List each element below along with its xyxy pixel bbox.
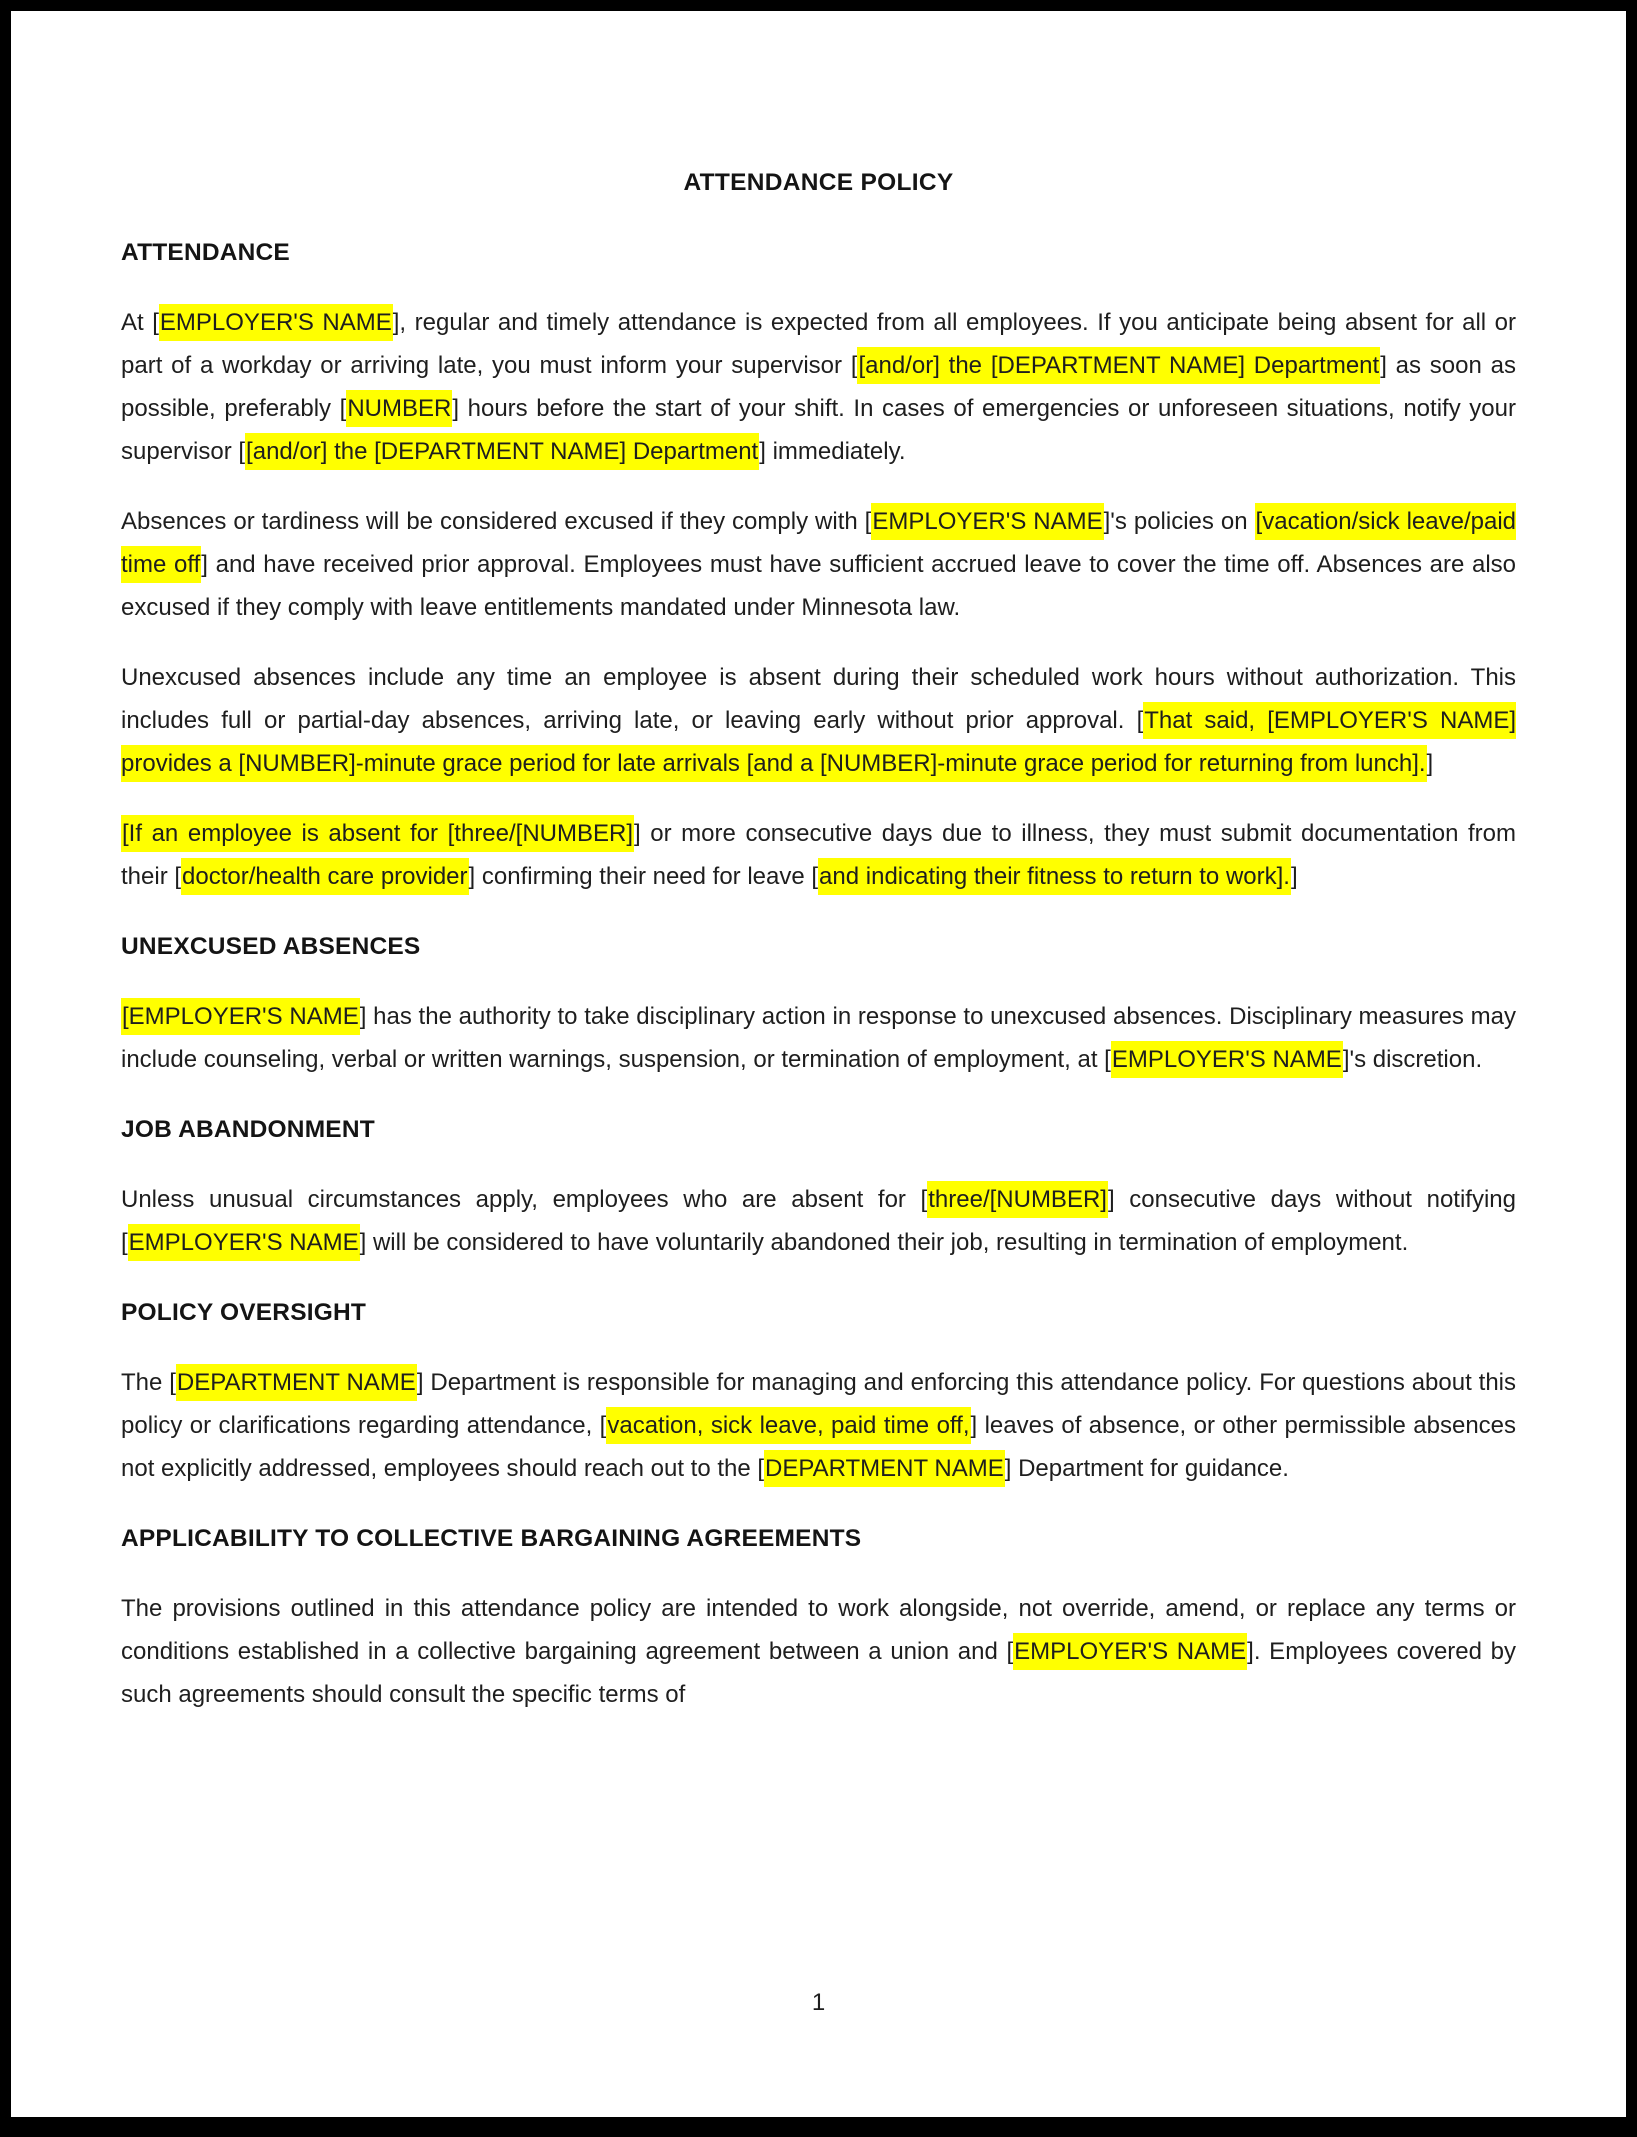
highlighted-placeholder: [vacation/sick leave/paid time off bbox=[121, 503, 1516, 583]
highlighted-placeholder: three/[NUMBER] bbox=[927, 1181, 1108, 1218]
text-run: Unless unusual circumstances apply, employees who are absent for [ bbox=[121, 1186, 928, 1213]
highlighted-placeholder: NUMBER bbox=[346, 390, 452, 427]
policy-section bbox=[121, 1291, 1516, 1490]
text-run: The [ bbox=[121, 1369, 176, 1396]
paragraph bbox=[121, 1178, 1516, 1264]
text-run: ] or more consecutive days due to illness, they must submit documentation from their [ bbox=[121, 820, 1516, 890]
text-run: ], regular and timely attendance is expected from all employees. If you anticipate being absent for all or part of a workday or arriving late, you must inform your supervisor [ bbox=[121, 309, 1517, 379]
section-heading: ATTENDANCE bbox=[121, 239, 290, 266]
sections-container bbox=[121, 231, 1516, 1716]
highlighted-placeholder: doctor/health care provider bbox=[181, 858, 469, 895]
paragraph bbox=[121, 656, 1516, 785]
text-run: ] immediately. bbox=[759, 438, 906, 465]
paragraph bbox=[121, 812, 1516, 898]
highlighted-placeholder: DEPARTMENT NAME bbox=[176, 1364, 417, 1401]
policy-section bbox=[121, 1517, 1516, 1716]
text-run: ]'s policies on bbox=[1103, 508, 1255, 535]
text-run: ]. Employees covered by such agreements should consult the specific terms of bbox=[121, 1638, 1517, 1708]
text-run: The provisions outlined in this attendance policy are intended to work alongside, not override, amend, or replace any terms or conditions established in a collective bargaining agreement between a union and [ bbox=[121, 1595, 1516, 1665]
text-run: ] Department is responsible for managing and enforcing this attendance policy. For questions about this policy or clarifications regarding attendance, [ bbox=[121, 1369, 1516, 1439]
paragraph bbox=[121, 1361, 1516, 1490]
text-run: ] consecutive days without notifying [ bbox=[121, 1186, 1516, 1256]
highlighted-placeholder: EMPLOYER'S NAME bbox=[1111, 1041, 1343, 1078]
text-run: At [ bbox=[121, 309, 159, 336]
highlighted-placeholder: EMPLOYER'S NAME bbox=[1013, 1633, 1247, 1670]
text-run: ] and have received prior approval. Employees must have sufficient accrued leave to cover the time off. Absences are also excused if they comply with leave entitlements mandated under Minnesota law. bbox=[121, 551, 1517, 621]
policy-section bbox=[121, 925, 1516, 1081]
highlighted-placeholder: That said, [EMPLOYER'S NAME] provides a [NUMBER]-minute grace period for late arrivals [and a [NUMBER]-minute grace period for returning from lunch]. bbox=[121, 702, 1516, 782]
text-run: ] bbox=[1426, 750, 1434, 777]
text-run: ] Department for guidance. bbox=[1004, 1455, 1289, 1482]
highlighted-placeholder: [If an employee is absent for [three/[NUMBER] bbox=[121, 815, 634, 852]
highlighted-placeholder: vacation, sick leave, paid time off, bbox=[606, 1407, 970, 1444]
highlighted-placeholder: DEPARTMENT NAME bbox=[764, 1450, 1005, 1487]
text-run: ] confirming their need for leave [ bbox=[468, 863, 819, 890]
highlighted-placeholder: and indicating their fitness to return to work]. bbox=[818, 858, 1291, 895]
paragraph bbox=[121, 1587, 1516, 1716]
policy-section bbox=[121, 1108, 1516, 1264]
text-run: ] hours before the start of your shift. In cases of emergencies or unforeseen situations, notify your supervisor [ bbox=[121, 395, 1516, 465]
document-content bbox=[11, 11, 1626, 1716]
document-title: ATTENDANCE POLICY bbox=[683, 169, 954, 196]
highlighted-placeholder: EMPLOYER'S NAME bbox=[128, 1224, 360, 1261]
text-run: ] leaves of absence, or other permissible absences not explicitly addressed, employees should reach out to the [ bbox=[121, 1412, 1517, 1482]
paragraph bbox=[121, 500, 1516, 629]
highlighted-placeholder: [EMPLOYER'S NAME bbox=[121, 998, 360, 1035]
text-run: Unexcused absences include any time an employee is absent during their scheduled work hours without authorization. This includes full or partial-day absences, arriving late, or leaving early without prior approval. [ bbox=[121, 664, 1516, 734]
section-heading: UNEXCUSED ABSENCES bbox=[121, 933, 421, 960]
highlighted-placeholder: [and/or] the [DEPARTMENT NAME] Department bbox=[857, 347, 1380, 384]
policy-section bbox=[121, 231, 1516, 898]
page-number: 1 bbox=[811, 1989, 826, 2016]
text-run: ] as soon as possible, preferably [ bbox=[121, 352, 1516, 422]
text-run: Absences or tardiness will be considered excused if they comply with [ bbox=[121, 508, 872, 535]
text-run: ] has the authority to take disciplinary action in response to unexcused absences. Disciplinary measures may include counseling, verbal or written warnings, suspension, or termination of employment, at [ bbox=[121, 1003, 1517, 1073]
text-run: ] will be considered to have voluntarily abandoned their job, resulting in termination of employment. bbox=[359, 1229, 1409, 1256]
highlighted-placeholder: EMPLOYER'S NAME bbox=[871, 503, 1103, 540]
paragraph bbox=[121, 301, 1516, 473]
paragraph bbox=[121, 995, 1516, 1081]
highlighted-placeholder: EMPLOYER'S NAME bbox=[159, 304, 393, 341]
text-run: ]'s discretion. bbox=[1342, 1046, 1483, 1073]
section-heading: POLICY OVERSIGHT bbox=[121, 1299, 367, 1326]
text-run: ] bbox=[1290, 863, 1298, 890]
highlighted-placeholder: [and/or] the [DEPARTMENT NAME] Department bbox=[245, 433, 759, 470]
section-heading: JOB ABANDONMENT bbox=[121, 1116, 375, 1143]
section-heading: APPLICABILITY TO COLLECTIVE BARGAINING AGREEMENTS bbox=[121, 1525, 862, 1552]
